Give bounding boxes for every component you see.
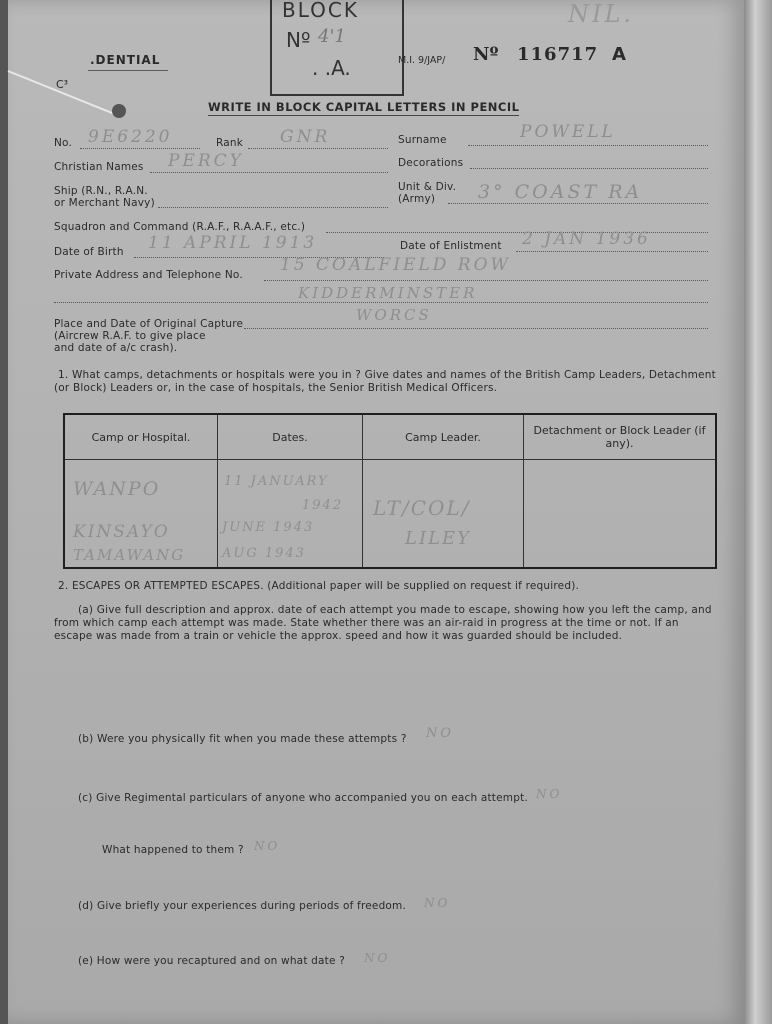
decorations-line: [470, 168, 708, 169]
address-value-3: WORCS: [356, 306, 432, 324]
surname-value: POWELL: [520, 122, 616, 142]
block-stamp: [270, 0, 404, 96]
ship-line: [158, 207, 388, 208]
col-camp-header: Camp or Hospital.: [64, 414, 218, 460]
address-line-2: [54, 302, 708, 303]
capture-label-2: (Aircrew R.A.F. to give place: [54, 330, 206, 342]
camp-3: TAMAWANG: [73, 546, 186, 564]
detachment-cell: [524, 460, 717, 568]
date-1: 11 JANUARY: [224, 474, 329, 489]
no-value: 9E6220: [88, 127, 173, 147]
q2b-text: (b) Were you physically fit when you made these attempts ?: [78, 733, 407, 745]
capture-label-3: and date of a/c crash).: [54, 342, 178, 354]
block-label: BLOCK: [282, 0, 359, 22]
squadron-label: Squadron and Command (R.A.F., R.A.A.F., etc.): [54, 221, 306, 233]
tag-knot: [112, 104, 126, 118]
rank-line: [248, 148, 388, 149]
unit-line: [448, 203, 708, 204]
q1-text-2: (or Block) Leaders or, in the case of hospitals, the Senior British Medical Officers.: [54, 382, 498, 394]
leader-2: LILEY: [405, 528, 472, 549]
enlistment-line: [516, 251, 708, 252]
ship-label-1: Ship (R.N., R.A.N.: [54, 185, 148, 197]
dob-label: Date of Birth: [54, 246, 124, 258]
q2e-text: (e) How were you recaptured and on what date ?: [78, 955, 345, 967]
camp-2: KINSAYO: [73, 522, 170, 542]
block-letter: . .A.: [312, 56, 351, 80]
date-4: AUG 1943: [222, 546, 306, 561]
camp-cell: [64, 460, 218, 568]
dates-cell: [218, 460, 363, 568]
rank-label: Rank: [216, 137, 244, 149]
instruction-heading: WRITE IN BLOCK CAPITAL LETTERS IN PENCIL: [208, 100, 520, 114]
camp-1: WANPO: [73, 478, 161, 500]
q2c2-text: What happened to them ?: [102, 844, 244, 856]
leader-1: LT/COL/: [373, 496, 471, 520]
block-no-label: Nº: [286, 28, 311, 52]
capture-label-1: Place and Date of Original Capture: [54, 318, 244, 330]
christian-names-line: [150, 172, 388, 173]
camps-header-row: [64, 414, 716, 460]
q2e-answer: NO: [364, 951, 391, 965]
ship-label-2: or Merchant Navy): [54, 197, 155, 209]
paper-stack-edge: [744, 0, 772, 1024]
camps-body-row: [64, 460, 716, 568]
mi-reference: M.I. 9/JAP/: [398, 55, 446, 66]
q2a-text-3: escape was made from a train or vehicle the approx. speed and how it was guarded should be included.: [54, 630, 623, 642]
col-detachment-header: Detachment or Block Leader (if any).: [524, 414, 717, 460]
confidential-label: .DENTIAL: [90, 53, 161, 67]
serial-number: 116717: [517, 44, 599, 65]
col-dates-header: Dates.: [218, 414, 363, 460]
surname-line: [468, 145, 708, 146]
confidential-underline: [88, 70, 168, 71]
serial-prefix: Nº: [473, 44, 499, 65]
unit-label-2: (Army): [398, 193, 436, 205]
address-line-1: [264, 280, 708, 281]
christian-names-label: Christian Names: [54, 161, 144, 173]
enlistment-label: Date of Enlistment: [400, 240, 502, 252]
surname-label: Surname: [398, 134, 447, 146]
address-value-2: KIDDERMINSTER: [298, 284, 478, 302]
date-2: 1942: [302, 498, 344, 513]
enlistment-value: 2 JAN 1936: [522, 229, 651, 249]
dob-value: 11 APRIL 1913: [148, 233, 318, 253]
rank-value: GNR: [280, 127, 331, 147]
no-line: [80, 148, 200, 149]
serial-suffix: A: [612, 44, 626, 65]
q2c2-answer: NO: [254, 839, 281, 853]
christian-names-value: PERCY: [168, 151, 244, 171]
no-label: No.: [54, 137, 73, 149]
unit-value: 3° COAST RA: [478, 181, 643, 203]
address-label: Private Address and Telephone No.: [54, 269, 243, 281]
q2d-text: (d) Give briefly your experiences during periods of freedom.: [78, 900, 407, 912]
col-leader-header: Camp Leader.: [363, 414, 524, 460]
block-no-value: 4'1: [318, 26, 346, 47]
form-page: [8, 0, 744, 1024]
q2b-answer: NO: [426, 726, 455, 741]
address-value-1: 15 COALFIELD ROW: [280, 255, 511, 275]
unit-label-1: Unit & Div.: [398, 181, 457, 193]
q2-heading: 2. ESCAPES OR ATTEMPTED ESCAPES. (Additional paper will be supplied on request if required).: [58, 580, 580, 592]
leader-cell: [363, 460, 524, 568]
q1-text-1: 1. What camps, detachments or hospitals were you in ? Give dates and names of the British Camp Leaders, Detachment: [58, 369, 716, 381]
q2c-text: (c) Give Regimental particulars of anyone who accompanied you on each attempt.: [78, 792, 528, 804]
q2a-text-2: from which camp each attempt was made. State whether there was an air-raid in progress at the time or not. If an: [54, 617, 679, 629]
camps-table: [63, 413, 717, 569]
date-3: JUNE 1943: [222, 520, 315, 535]
q2c-answer: NO: [536, 787, 563, 801]
cs-mark: C³: [56, 78, 69, 91]
q2d-answer: NO: [424, 896, 451, 910]
capture-line: [244, 328, 708, 329]
decorations-label: Decorations: [398, 157, 464, 169]
nil-mark: NIL.: [568, 0, 635, 28]
q2a-text-1: (a) Give full description and approx. date of each attempt you made to escape, showing how you left the camp, and: [78, 604, 712, 616]
